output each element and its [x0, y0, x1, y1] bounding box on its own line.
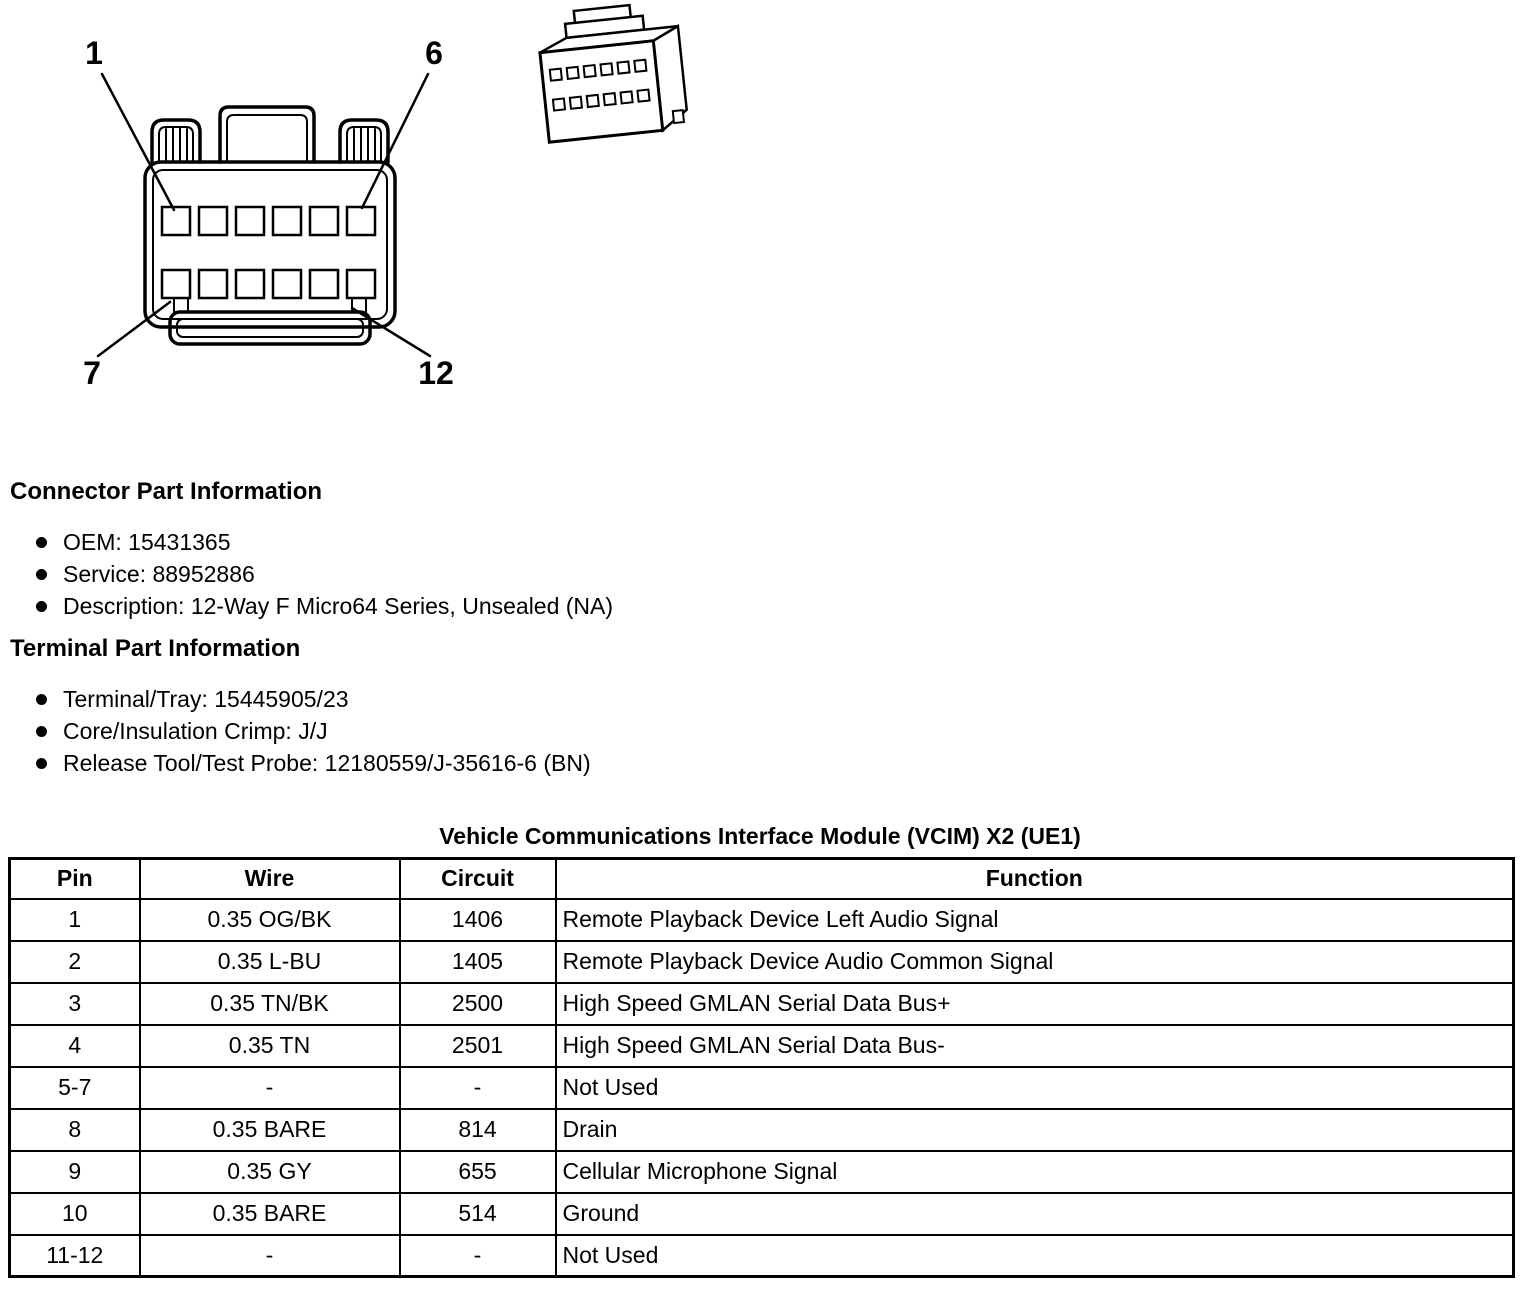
wire-cell: 0.35 TN — [140, 1025, 400, 1067]
function-cell: Not Used — [556, 1235, 1514, 1277]
table-row — [10, 1025, 1514, 1067]
circuit-cell: 655 — [400, 1151, 556, 1193]
connector-foot — [673, 110, 684, 123]
table-row — [10, 1151, 1514, 1193]
connector-part-info-heading: Connector Part Information — [10, 478, 323, 505]
table-row — [10, 983, 1514, 1025]
column-header-circuit: Circuit — [400, 859, 556, 899]
circuit-cell: 1406 — [400, 899, 556, 941]
wire-cell: 0.35 GY — [140, 1151, 400, 1193]
circuit-cell: 514 — [400, 1193, 556, 1235]
table-row — [10, 941, 1514, 983]
table-row — [10, 899, 1514, 941]
column-header-function: Function — [556, 859, 1514, 899]
circuit-cell: - — [400, 1235, 556, 1277]
connector-front-face — [540, 41, 663, 142]
pin-holes-bottom-row — [162, 270, 375, 298]
circuit-cell: 2500 — [400, 983, 556, 1025]
connector-isometric-view-diagram — [520, 2, 730, 177]
wire-cell: 0.35 OG/BK — [140, 899, 400, 941]
connector-description: Description: 12-Way F Micro64 Series, Unsealed (NA) — [63, 593, 614, 619]
wire-cell: 0.35 BARE — [140, 1109, 400, 1151]
core-insulation-crimp: Core/Insulation Crimp: J/J — [63, 718, 328, 744]
circuit-cell: 2501 — [400, 1025, 556, 1067]
function-cell: Remote Playback Device Audio Common Signal — [556, 941, 1514, 983]
bullet-icon — [36, 694, 47, 705]
pin-cell: 1 — [10, 899, 140, 941]
terminal-tray: Terminal/Tray: 15445905/23 — [63, 686, 349, 712]
list-item — [36, 688, 1510, 711]
pin-cell: 8 — [10, 1109, 140, 1151]
wire-cell: 0.35 TN/BK — [140, 983, 400, 1025]
pin-label-7: 7 — [83, 355, 101, 391]
table-row — [10, 1109, 1514, 1151]
pin-cell: 4 — [10, 1025, 140, 1067]
connector-left-wing — [152, 120, 200, 162]
list-item — [36, 752, 1510, 775]
table-header-row — [10, 859, 1514, 899]
bullet-icon — [36, 726, 47, 737]
connector-diagram-area — [0, 0, 1520, 478]
list-item — [36, 595, 1510, 618]
release-tool-test-probe: Release Tool/Test Probe: 12180559/J-35616-6 (BN) — [63, 750, 591, 776]
function-cell: Ground — [556, 1193, 1514, 1235]
pinout-table — [8, 857, 1515, 1278]
pin-cell: 10 — [10, 1193, 140, 1235]
pin-holes-top-row — [162, 207, 375, 235]
circuit-cell: 1405 — [400, 941, 556, 983]
connector-bottom-base — [170, 298, 370, 344]
function-cell: High Speed GMLAN Serial Data Bus- — [556, 1025, 1514, 1067]
terminal-part-info-heading: Terminal Part Information — [10, 635, 301, 662]
pinout-table-title: Vehicle Communications Interface Module (VCIM) X2 (UE1) — [439, 823, 1081, 849]
service-number: Service: 88952886 — [63, 561, 255, 587]
wire-cell: - — [140, 1235, 400, 1277]
pin-cell: 11-12 — [10, 1235, 140, 1277]
wire-cell: - — [140, 1067, 400, 1109]
table-row — [10, 1235, 1514, 1277]
bullet-icon — [36, 601, 47, 612]
function-cell: High Speed GMLAN Serial Data Bus+ — [556, 983, 1514, 1025]
part-information-content — [10, 478, 1510, 775]
pin-cell: 3 — [10, 983, 140, 1025]
pin-cell: 9 — [10, 1151, 140, 1193]
circuit-cell: 814 — [400, 1109, 556, 1151]
connector-part-info-list — [10, 531, 1510, 618]
bullet-icon — [36, 569, 47, 580]
function-cell: Cellular Microphone Signal — [556, 1151, 1514, 1193]
pin-cell: 2 — [10, 941, 140, 983]
wire-cell: 0.35 BARE — [140, 1193, 400, 1235]
list-item — [36, 531, 1510, 554]
pin-label-12: 12 — [418, 355, 454, 391]
connector-right-wing — [340, 120, 388, 162]
connector-body — [145, 162, 395, 327]
table-row — [10, 1193, 1514, 1235]
function-cell: Not Used — [556, 1067, 1514, 1109]
function-cell: Drain — [556, 1109, 1514, 1151]
connector-front-view-diagram — [62, 12, 482, 412]
list-item — [36, 720, 1510, 743]
column-header-wire: Wire — [140, 859, 400, 899]
function-cell: Remote Playback Device Left Audio Signal — [556, 899, 1514, 941]
column-header-pin: Pin — [10, 859, 140, 899]
bullet-icon — [36, 758, 47, 769]
list-item — [36, 563, 1510, 586]
connector-top-tab — [220, 107, 314, 162]
table-row — [10, 1067, 1514, 1109]
wire-cell: 0.35 L-BU — [140, 941, 400, 983]
pin-label-1: 1 — [85, 35, 103, 71]
pin-label-6: 6 — [425, 35, 443, 71]
oem-number: OEM: 15431365 — [63, 529, 231, 555]
pin-cell: 5-7 — [10, 1067, 140, 1109]
circuit-cell: - — [400, 1067, 556, 1109]
terminal-part-info-list — [10, 688, 1510, 775]
bullet-icon — [36, 537, 47, 548]
